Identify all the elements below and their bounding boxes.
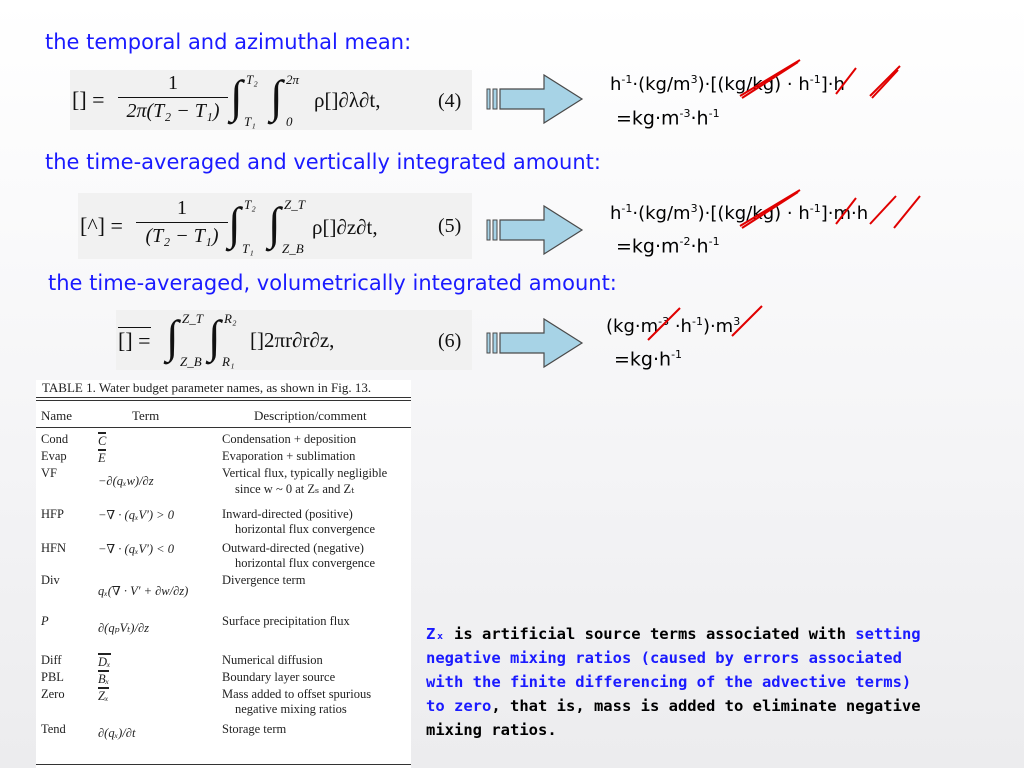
eq4-integral-2: ∫ (270, 71, 283, 122)
eq4-int1-upper: T₂ (246, 72, 258, 87)
note-part3: , that is, mass is added to eliminate negative mixing ratios. (426, 697, 921, 739)
heading-volumetric-integral: the time-averaged, volumetrically integrated amount: (48, 271, 617, 295)
arrow-right-icon (486, 73, 586, 125)
cancel-strokes (600, 50, 930, 350)
units-eq6-expression: $(kg\cdot m^{-3} \cdot h^{-1})\cdot m^3$ (606, 315, 741, 337)
eq5-numerator: 1 (177, 197, 187, 219)
equation-4 (70, 70, 472, 130)
eq4-int2-upper: 2π (286, 72, 300, 87)
eq6-number: (6) (438, 330, 462, 352)
eq5-int1-upper: T₂ (244, 197, 256, 212)
heading-vertical-integral: the time-averaged and vertically integrated amount: (45, 150, 601, 174)
eq5-number: (5) (438, 215, 462, 237)
arrow-right-icon (486, 204, 586, 256)
eq5-lhs: [^] = (80, 213, 123, 238)
eq4-int2-lower: 0 (286, 114, 293, 129)
note-zx: Zₓ (426, 625, 445, 643)
eq4-lhs: [] = (72, 87, 105, 112)
eq6-int2-upper: R₂ (224, 311, 237, 326)
units-eq4-result: $=kg\cdot m^{-3}\cdot h^{-1}$ (616, 107, 720, 130)
units-eq6-result: $=kg\cdot h^{-1}$ (614, 348, 683, 371)
eq4-body: ρ[]∂λ∂t, (314, 88, 381, 112)
eq6-int1-upper: Z_T (182, 311, 203, 326)
water-budget-table: TABLE 1. Water budget parameter names, as shown in Fig. 13. Name Term Description/comment Cond C Condensation + deposition Evap E Evaporation + sublimation VF −∂(qₓw)/∂z Vertical flux, typically negligible since w ~ 0 at Zₛ and Zₜ HFP −∇ · (qₓV′) > 0 Inward-directed (positive) horizontal flux convergence HFN −∇ · (qₓV′) < 0 Outward-directed (negative) horizontal flux convergence Div qₓ(∇ · V′ + ∂w/∂z) Divergence term P ∂(qₚVₜ)/∂z Surface precipitation flux Diff Dₓ Numerical diffusion PBL Bₓ Boundary layer source Zero Zₓ Mass added to offset spurious negative mixing ratios Tend ∂(qₓ)/∂t Storage term (36, 380, 411, 768)
units-eq4-expression: $h^{-1}\cdot(kg/m^3)\cdot[(kg/kg) \cdot h^{-1}]\cdot h$ (610, 73, 845, 95)
eq5-integral-1: ∫ (228, 198, 241, 249)
equation-6 (116, 310, 472, 370)
eq5-int2-lower: Z_B (282, 241, 304, 256)
eq6-integral-2: ∫ (208, 311, 221, 362)
eq6-int1-lower: Z_B (180, 354, 202, 369)
zero-term-note (426, 622, 926, 742)
equation-5 (78, 193, 472, 259)
eq6-lhs: [] = (118, 328, 151, 353)
eq6-int2-lower: R₁ (222, 354, 235, 369)
eq5-denominator: (T₂ − T₁) (145, 225, 219, 247)
eq4-fraction (118, 72, 228, 123)
eq6-integral-1: ∫ (166, 311, 179, 362)
table-header-term: Term (132, 408, 160, 423)
note-part2: setting negative mixing ratios (caused by errors associated with the finite differencing of the advective terms) to zero (426, 625, 921, 715)
table-header-description: Description/comment (254, 408, 367, 423)
units-eq5-expression: $h^{-1}\cdot(kg/m^3)\cdot[(kg/kg) \cdot h^{-1}]\cdot m\cdot h$ (610, 202, 869, 224)
arrow-right-icon (486, 317, 586, 369)
eq4-integral-1: ∫ (230, 71, 243, 122)
eq4-int1-lower: T₁ (244, 114, 256, 129)
eq4-number: (4) (438, 90, 462, 112)
eq5-int2-upper: Z_T (284, 197, 305, 212)
note-part1: is artificial source terms associated with (444, 625, 846, 643)
eq5-body: ρ[]∂z∂t, (312, 215, 378, 239)
eq4-numerator: 1 (168, 72, 178, 94)
units-eq5-result: $=kg\cdot m^{-2}\cdot h^{-1}$ (616, 235, 720, 258)
eq5-int1-lower: T₁ (242, 241, 254, 256)
table-caption: TABLE 1. Water budget parameter names, as shown in Fig. 13. (42, 380, 372, 395)
eq5-fraction (136, 197, 228, 248)
heading-temporal-mean: the temporal and azimuthal mean: (45, 30, 412, 54)
table-header-name: Name (41, 408, 73, 423)
eq6-body: []2πr∂r∂z, (250, 328, 335, 352)
eq4-denominator: 2π(T₂ − T₁) (126, 100, 220, 122)
eq5-integral-2: ∫ (268, 198, 281, 249)
